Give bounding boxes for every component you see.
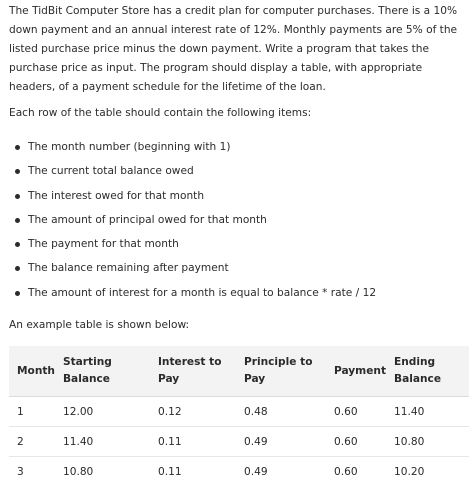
table-cell: 11.40 xyxy=(386,397,469,427)
list-item-text: The balance remaining after payment xyxy=(28,262,229,274)
row-intro-paragraph: Each row of the table should contain the following items: xyxy=(9,104,469,123)
list-item-text: The payment for that month xyxy=(28,238,179,250)
bullet-icon xyxy=(15,145,20,150)
header-payment: Payment xyxy=(326,346,386,397)
header-month: Month xyxy=(9,346,55,397)
bullet-icon xyxy=(15,169,20,174)
requirements-list xyxy=(9,135,376,305)
header-principle-to-pay: Principle to Pay xyxy=(236,346,326,397)
list-item xyxy=(9,159,376,183)
table-cell: 0.11 xyxy=(150,427,236,457)
table-cell: 0.49 xyxy=(236,457,326,486)
list-item xyxy=(9,184,376,208)
table-cell: 0.12 xyxy=(150,397,236,427)
table-cell: 0.60 xyxy=(326,457,386,486)
bullet-icon xyxy=(15,194,20,199)
list-item xyxy=(9,232,376,256)
table-body xyxy=(9,397,469,486)
table-cell: 0.49 xyxy=(236,427,326,457)
bullet-icon xyxy=(15,242,20,247)
list-item xyxy=(9,208,376,232)
table-header-row xyxy=(9,346,469,397)
list-item-text: The amount of principal owed for that month xyxy=(28,214,267,226)
table-cell: 10.80 xyxy=(55,457,150,486)
bullet-icon xyxy=(15,218,20,223)
list-item-text: The month number (beginning with 1) xyxy=(28,141,230,153)
table-cell: 3 xyxy=(9,457,55,486)
table-cell: 0.48 xyxy=(236,397,326,427)
table-row xyxy=(9,397,469,427)
header-interest-to-pay: Interest to Pay xyxy=(150,346,236,397)
table-cell: 2 xyxy=(9,427,55,457)
header-starting-balance: Starting Balance xyxy=(55,346,150,397)
table-row xyxy=(9,457,469,486)
table-cell: 10.80 xyxy=(386,427,469,457)
list-item-text: The interest owed for that month xyxy=(28,190,204,202)
table-cell: 12.00 xyxy=(55,397,150,427)
list-item xyxy=(9,256,376,280)
header-ending-balance: Ending Balance xyxy=(386,346,469,397)
table-cell: 1 xyxy=(9,397,55,427)
list-item-text: The amount of interest for a month is equal to balance * rate / 12 xyxy=(28,287,376,299)
bullet-icon xyxy=(15,291,20,296)
bullet-icon xyxy=(15,266,20,271)
table-row xyxy=(9,427,469,457)
list-item xyxy=(9,281,376,305)
table-cell: 0.60 xyxy=(326,397,386,427)
payment-schedule-table xyxy=(9,346,469,486)
list-item xyxy=(9,135,376,159)
table-cell: 11.40 xyxy=(55,427,150,457)
table-cell: 10.20 xyxy=(386,457,469,486)
list-item-text: The current total balance owed xyxy=(28,165,194,177)
example-intro-paragraph: An example table is shown below: xyxy=(9,316,189,335)
table-header xyxy=(9,346,469,397)
intro-paragraph: The TidBit Computer Store has a credit plan for computer purchases. There is a 10% down payment and an annual interest rate of 12%. Monthly payments are 5% of the listed purchase price minus the down payment. Write a program that takes the purchase price as input. The program should display a table, with appropriate headers, of a payment schedule for the lifetime of the loan. xyxy=(9,2,471,97)
table-cell: 0.60 xyxy=(326,427,386,457)
table-cell: 0.11 xyxy=(150,457,236,486)
